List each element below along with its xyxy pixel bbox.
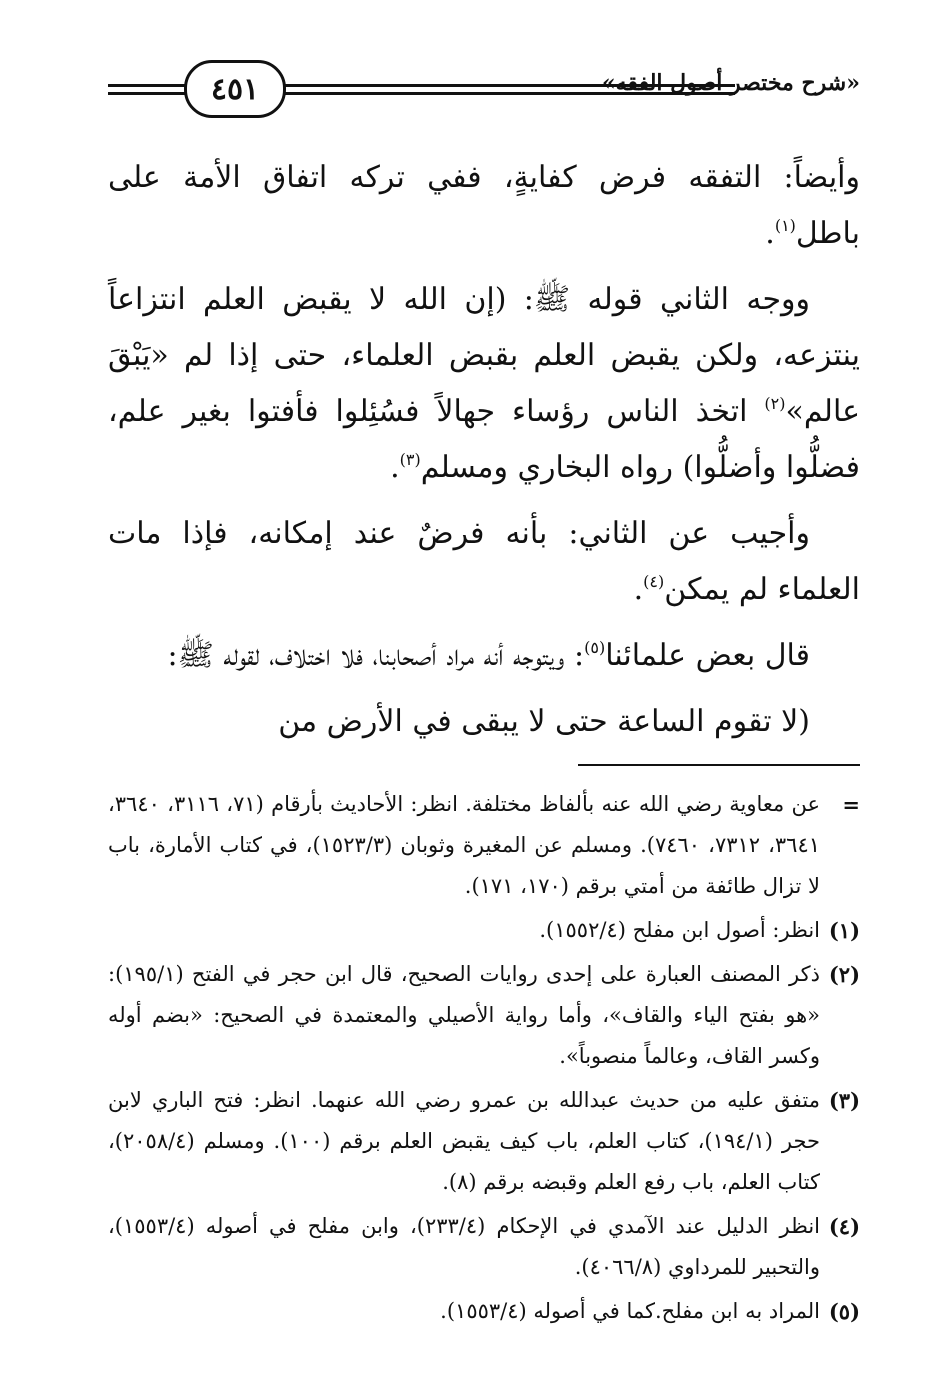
footnote-divider [578, 764, 860, 766]
page-number: ٤٥١ [184, 60, 286, 118]
paragraph: ووجه الثاني قوله ﷺ: (إن الله لا يقبض العلم انتزاعاً ينتزعه، ولكن يقبض العلم بقبض العلماء، حتى إذا لم «يَبْقَ عالم»$^{(٢)}$ اتخذ الناس رؤساء جهالاً فسُئِلوا فأفتوا بغير علم، فضلُّوا وأضلُّوا) رواه البخاري ومسلم$^{(٣)}$. [108, 282, 860, 485]
footnote-4 [108, 1206, 860, 1288]
header-rule [108, 92, 188, 95]
footnote-text: المراد به ابن مفلح.كما في أصوله (١٥٥٣/٤). [440, 1299, 820, 1323]
footnote-ref[interactable]: (١) [774, 216, 796, 235]
paragraph: (لا تقوم الساعة حتى لا يبقى في الأرض من [278, 704, 810, 739]
footnote-mark: = [842, 792, 860, 817]
header-rule [108, 84, 188, 87]
paragraph: وأيضاً: التفقه فرض كفايةٍ، ففي تركه اتفاق الأمة على باطل$^{(١)}$. [108, 160, 860, 251]
footnote-mark: (١) [828, 918, 860, 943]
footnote-continuation [108, 784, 860, 907]
footnote-3 [108, 1080, 860, 1203]
footnote-ref[interactable]: (٣) [399, 450, 421, 469]
paragraph: قال بعض علمائنا$^{(٥)}$: ويتوجه أنه مراد أصحابنا، فلا اختلاف، لقوله ﷺ: [167, 638, 810, 673]
footnote-5 [108, 1291, 860, 1332]
footnote-ref[interactable]: (٥) [584, 638, 606, 657]
main-text [108, 150, 860, 760]
footnote-ref[interactable]: (٤) [643, 572, 665, 591]
footnote-text: انظر: أصول ابن مفلح (١٥٥٢/٤). [539, 918, 820, 942]
footnote-mark: (٥) [828, 1299, 860, 1324]
page-header [108, 58, 860, 120]
footnote-mark: (٣) [828, 1088, 860, 1113]
footnote-text: انظر الدليل عند الآمدي في الإحكام (٢٣٣/٤)، وابن مفلح في أصوله (١٥٥٣/٤)، والتحبير للمرداوي (٤٠٦٦/٨). [108, 1214, 821, 1279]
footnote-text: ذكر المصنف العبارة على إحدى روايات الصحيح، قال ابن حجر في الفتح (١٩٥/١): «هو بفتح الياء والقاف»، وأما رواية الأصيلي والمعتمدة في الصحيح: «بضم أوله وكسر القاف، وعالماً منصوباً». [108, 962, 820, 1068]
footnote-ref[interactable]: (٢) [764, 394, 786, 413]
running-title: «شرح مختصر أصول الفقه» [601, 70, 860, 96]
footnote-mark: (٢) [828, 962, 860, 987]
footnote-text: عن معاوية رضي الله عنه بألفاظ مختلفة. انظر: الأحاديث بأرقام (٧١، ٣١١٦، ٣٦٤٠، ٣٦٤١، ٧٣١٢، ٧٤٦٠). ومسلم عن المغيرة وثوبان (١٥٢٣/٣)، في كتاب الأمارة، باب لا تزال طائفة من أمتي برقم (١٧٠، ١٧١). [108, 792, 821, 898]
footnote-text: متفق عليه من حديث عبدالله بن عمرو رضي الله عنهما. انظر: فتح الباري لابن حجر (١٩٤/١)، كتاب العلم، باب كيف يقبض العلم برقم (١٠٠). ومسلم (٢٠٥٨/٤)، كتاب العلم، باب رفع العلم وقبضه برقم (٨). [108, 1088, 820, 1194]
paragraph: وأجيب عن الثاني: بأنه فرضٌ عند إمكانه، فإذا مات العلماء لم يمكن$^{(٤)}$. [108, 516, 860, 607]
footnotes [108, 784, 860, 1335]
footnote-mark: (٤) [828, 1214, 860, 1239]
footnote-2 [108, 954, 860, 1077]
footnote-1 [108, 910, 860, 951]
